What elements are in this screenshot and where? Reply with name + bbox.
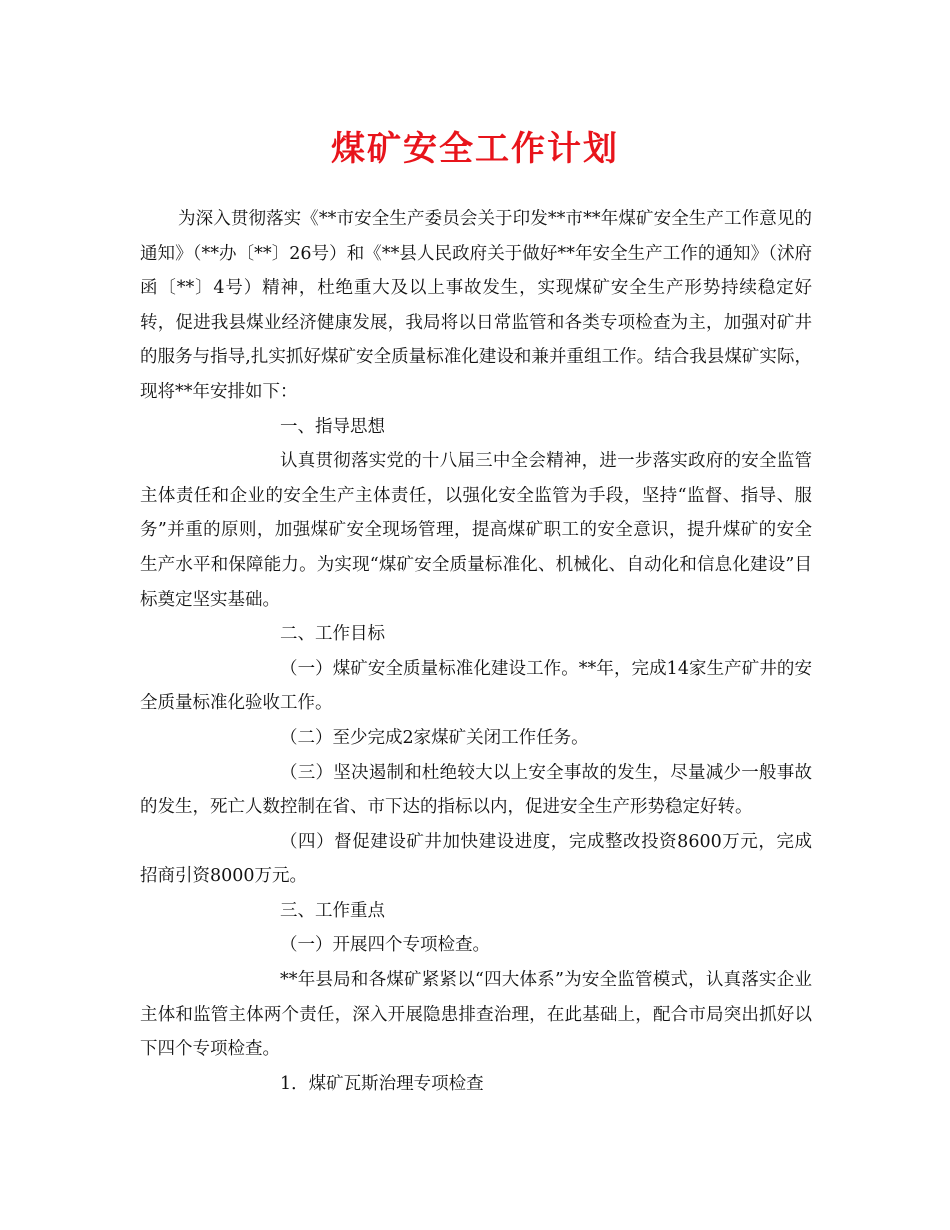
document-title: 煤矿安全工作计划 — [331, 129, 619, 169]
goal-item-1: （一）煤矿安全质量标准化建设工作。**年，完成14家生产矿井的安全质量标准化验收工作。 — [140, 658, 812, 714]
focus-item-1: （一）开展四个专项检查。 — [280, 935, 490, 956]
goal-item-3: （三）坚决遏制和杜绝较大以上安全事故的发生，尽量减少一般事故的发生，死亡人数控制在省、市下达的指标以内，促进安全生产形势稳定好转。 — [140, 762, 812, 818]
section-heading-guiding-ideology: 一、指导思想 — [280, 416, 385, 437]
guiding-ideology-paragraph: 认真贯彻落实党的十八届三中全会精神，进一步落实政府的安全监管主体责任和企业的安全生产主体责任，以强化安全监管为手段，坚持“监督、指导、服务”并重的原则，加强煤矿安全现场管理，提高煤矿职工的安全意识，提升煤矿的安全生产水平和保障能力。为实现“煤矿安全质量标准化、机械化、自动化和信息化建设”目标奠定坚实基础。 — [140, 451, 812, 610]
document-body — [140, 202, 812, 1101]
goal-item-4: （四）督促建设矿井加快建设进度，完成整改投资8600万元，完成招商引资8000万元。 — [140, 831, 812, 887]
focus-subitem-1: 1．煤矿瓦斯治理专项检查 — [280, 1073, 484, 1094]
goal-item-2: （二）至少完成2家煤矿关闭工作任务。 — [280, 727, 589, 748]
section-heading-work-goals: 二、工作目标 — [280, 624, 385, 645]
focus-paragraph: **年县局和各煤矿紧紧以“四大体系”为安全监管模式，认真落实企业主体和监管主体两个责任，深入开展隐患排查治理，在此基础上，配合市局突出抓好以下四个专项检查。 — [140, 970, 812, 1060]
intro-paragraph: 为深入贯彻落实《**市安全生产委员会关于印发**市**年煤矿安全生产工作意见的通知》（**办〔**〕26号）和《**县人民政府关于做好**年安全生产工作的通知》（沭府函〔**〕4号）精神，杜绝重大及以上事故发生，实现煤矿安全生产形势持续稳定好转，促进我县煤业经济健康发展，我局将以日常监管和各类专项检查为主，加强对矿井的服务与指导,扎实抓好煤矿安全质量标准化建设和兼并重组工作。结合我县煤矿实际，现将**年安排如下： — [140, 209, 812, 402]
section-heading-work-focus: 三、工作重点 — [280, 900, 385, 921]
